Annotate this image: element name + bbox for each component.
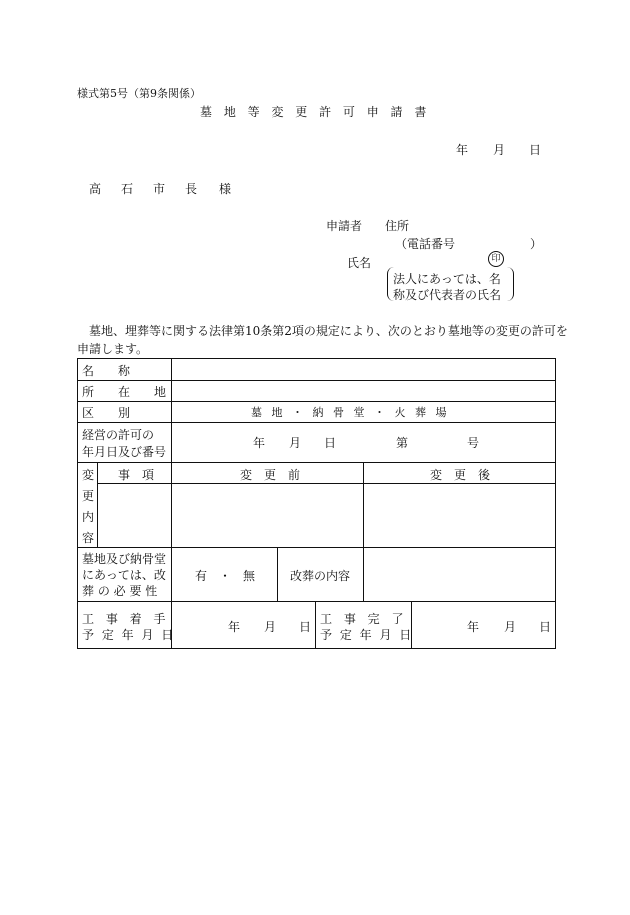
reburial-label-3: 葬 の 必 要 性 [82, 584, 158, 598]
permit-day: 日 [324, 436, 337, 450]
start-date-label-1: 工 事 着 手 [82, 612, 170, 626]
permit-number-suffix: 号 [467, 436, 480, 450]
address-label: 住所 [385, 219, 410, 233]
permit-year: 年 [253, 436, 266, 450]
end-date-label-1: 工 事 完 了 [320, 612, 408, 626]
change-vertical-label-4: 容 [82, 531, 95, 545]
form-number: 様式第5号（第9条関係） [77, 87, 201, 100]
date-year: 年 [456, 143, 469, 157]
start-month: 月 [264, 620, 277, 634]
body-text-line-2: 申請します。 [77, 342, 149, 356]
category-row-label: 区 別 [82, 406, 131, 420]
end-day: 日 [539, 620, 552, 634]
location-row-label: 所 在 地 [82, 385, 173, 399]
reburial-content-label: 改葬の内容 [290, 569, 351, 583]
start-year: 年 [228, 620, 241, 634]
before-header: 変 更 前 [240, 468, 301, 482]
permit-row-label-2: 年月日及び番号 [82, 445, 167, 459]
category-options: 墓 地 ・ 納 骨 堂 ・ 火 葬 場 [251, 406, 450, 419]
name-row-label: 名 称 [82, 364, 131, 378]
change-vertical-label-1: 変 [82, 468, 95, 482]
addressee: 高 石 市 長 [89, 182, 202, 196]
end-year: 年 [467, 620, 480, 634]
phone-open: （電話番号 [395, 237, 456, 251]
phone-close: ） [530, 237, 543, 251]
corporate-note-line-1: 法人にあっては、名 [393, 272, 501, 286]
change-vertical-label-2: 更 [82, 489, 95, 503]
permit-row-label-1: 経営の許可の [82, 428, 155, 442]
item-header: 事 項 [118, 468, 155, 482]
end-month: 月 [504, 620, 517, 634]
name-label: 氏名 [347, 256, 372, 270]
permit-month: 月 [289, 436, 302, 450]
applicant-label: 申請者 [326, 219, 363, 233]
permit-number-prefix: 第 [396, 436, 409, 450]
reburial-label-1: 墓地及び納骨堂 [82, 552, 167, 566]
addressee-honorific: 様 [219, 182, 232, 196]
after-header: 変 更 後 [430, 468, 491, 482]
reburial-yes-no: 有 ・ 無 [195, 569, 256, 583]
body-text-line-1: 墓地、埋葬等に関する法律第10条第2項の規定により、次のとおり墓地等の変更の許可を [89, 324, 568, 338]
start-date-label-2: 予 定 年 月 日 [82, 628, 176, 642]
corporate-note-line-2: 称及び代表者の氏名 [393, 288, 502, 302]
date-month: 月 [493, 143, 506, 157]
change-vertical-label-3: 内 [82, 510, 95, 524]
date-day: 日 [529, 143, 542, 157]
start-day: 日 [299, 620, 312, 634]
document-title: 墓 地 等 変 更 許 可 申 請 書 [200, 105, 431, 119]
seal-mark: 印 [488, 251, 504, 267]
end-date-label-2: 予 定 年 月 日 [320, 628, 414, 642]
reburial-label-2: にあっては、改 [82, 568, 166, 582]
